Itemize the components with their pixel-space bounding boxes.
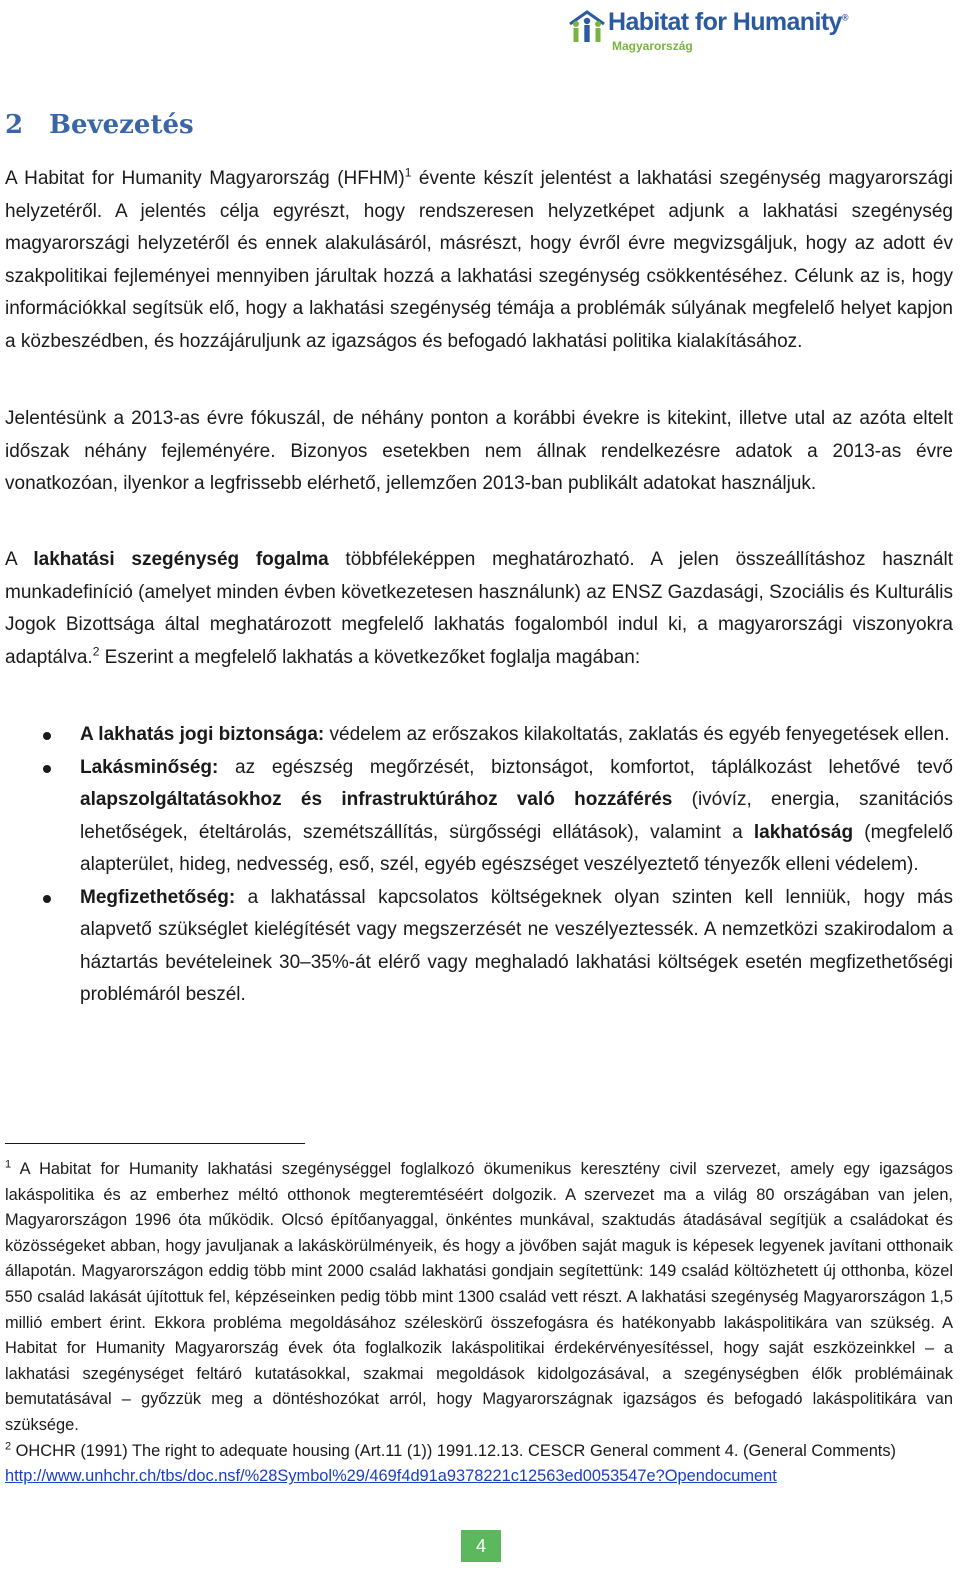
bullet-icon xyxy=(43,895,51,903)
footnote-2: $^2$ OHCHR (1991) The right to adequate housing (Art.11 (1)) 1991.12.13. CESCR General comment 4. (General Comments) http://www.unhchr.ch/tbs/doc.nsf/%28Symbol%29/469f4d91a9378221c12563ed0053547e?Opendocument xyxy=(5,1440,897,1486)
intro-paragraph-3: A lakhatási szegénység fogalma többféleképpen meghatározható. A jelen összeállításhoz használt munkadefiníció (amelyet minden évben következetesen használunk) az ENSZ Gazdasági, Szociális és Kulturális Jogok Bizottsága által meghatározott megfelelő lakhatás fogalomból indul ki, a magyarországi viszonyokra adaptálva.$^2$ Eszerint a megfelelő lakhatás a következőket foglalja magában: xyxy=(5,549,953,668)
bullet-icon xyxy=(43,765,51,773)
bullet-icon xyxy=(43,732,51,740)
intro-paragraph-1: A Habitat for Humanity Magyarország (HFHM)$^1$ évente készít jelentést a lakhatási szegénység magyarországi helyzetéről. A jelentés célja egyrészt, hogy rendszeresen helyzetképet adjunk a lakhatási szegénység magyarországi helyzetéről és ennek alakulásáról, másrészt, hogy évről évre megvizsgáljuk, hogy az adott év szakpolitikai fejleményei mennyiben járultak hozzá a lakhatási szegénység csökkentéséhez. Célunk az is, hogy információkkal segítsük elő, hogy a lakhatási szegénység témája a problémák súlyának megfelelő helyet kapjon a közbeszédben, és hozzájáruljunk az igazságos és befogadó lakhatási politika kialakításához. xyxy=(5,165,954,352)
footnote-ref-1[interactable]: 1 xyxy=(404,165,412,180)
logo-country: Magyarország xyxy=(612,39,693,53)
list-item: Lakásminőség: az egészség megőrzését, biztonságot, komfortot, táplálkozást lehetővé tevő alapszolgáltatásokhoz és infrastruktúrához való hozzáférés (ivóvíz, energia, szanitációs lehetőségek, ételtárolás, szemétszállítás, sürgősségi ellátások), valamint a lakhatóság (megfelelő alapterület, hideg, nedvesség, eső, szél, egyéb egészséget veszélyeztető tényezők elleni védelem). xyxy=(5,752,953,882)
intro-paragraph-2: Jelentésünk a 2013-as évre fókuszál, de néhány ponton a korábbi évekre is kitekint, illetve utal az azóta eltelt időszak néhány fejleményére. Bizonyos esetekben nem állnak rendelkezésre adatok a 2013-as évre vonatkozóan, ilyenkor a legfrissebb elérhető, jellemzően 2013-ban publikált adatokat használjuk. xyxy=(5,408,953,494)
list-item: A lakhatás jogi biztonsága: védelem az erőszakos kilakoltatás, zaklatás és egyéb fenyegetések ellen. xyxy=(5,719,953,752)
page-number: 4 xyxy=(461,1530,501,1562)
section-number: 2 xyxy=(5,110,24,140)
footnote-link[interactable]: http://www.unhchr.ch/tbs/doc.nsf/%28Symbol%29/469f4d91a9378221c12563ed0053547e?Opendocument xyxy=(5,1467,777,1486)
footnote-ref-2[interactable]: 2 xyxy=(92,644,100,659)
adequate-housing-list xyxy=(5,719,953,1012)
footnote-1: $^1$ A Habitat for Humanity lakhatási szegénységgel foglalkozó ökumenikus keresztény civil szervezet, amely egy igazságos lakáspolitika és az emberhez méltó otthonok megteremtéséért dolgozik. A szervezet ma a világ 80 országában van jelen, Magyarországon 1996 óta működik. Olcsó építőanyaggal, önkéntes munkával, szaktudás átadásával segítjük a családokat és közösségeket abban, hogy javuljanak a lakáskörülményeik, és hogy a jövőben saját maguk is képesek legyenek javítani otthonaik állapotán. Magyarországon eddig több mint 2000 család lakhatási gondjain segítettünk: 149 család költözhetett új otthonba, közel 550 család lakását újítottuk fel, képzéseinken pedig több mint 1300 család vett részt. A lakhatási szegénység Magyarországon 1,5 millió embert érint. Ekkora probléma megoldásához széleskörű összefogásra és hatékonyabb lakáspolitikára van szükség. A Habitat for Humanity Magyarország évek óta foglalkozik lakáspolitikai érdekérvényesítéssel, hogy saját eszközeinkkel – a lakhatási szegénységet feltáró kutatásokkal, szakmai megoldások kidolgozásával, a szegénységben élők problémáinak bemutatásával – győzzük meg a döntéshozókat arról, hogy Magyarországnak igazságos és befogadó lakáspolitikára van szüksége. xyxy=(5,1158,953,1434)
list-item: Megfizethetőség: a lakhatással kapcsolatos költségeknek olyan szinten kell lenniük, hogy más alapvető szükséglet kielégítését vagy megszerzését ne veszélyeztessék. A nemzetközi szakirodalom a háztartás bevételeinek 30–35%-át elérő vagy meghaladó lakhatási költségek esetén megfizethetőségi problémáról beszél. xyxy=(5,882,953,1012)
footnotes xyxy=(5,1157,953,1490)
section-title: Bevezetés xyxy=(49,110,194,140)
section-heading xyxy=(5,110,194,140)
people-house-icon xyxy=(568,10,606,44)
footnote-separator xyxy=(5,1143,305,1144)
habitat-logo xyxy=(568,4,888,60)
logo-name: Habitat for Humanity® xyxy=(608,8,848,36)
